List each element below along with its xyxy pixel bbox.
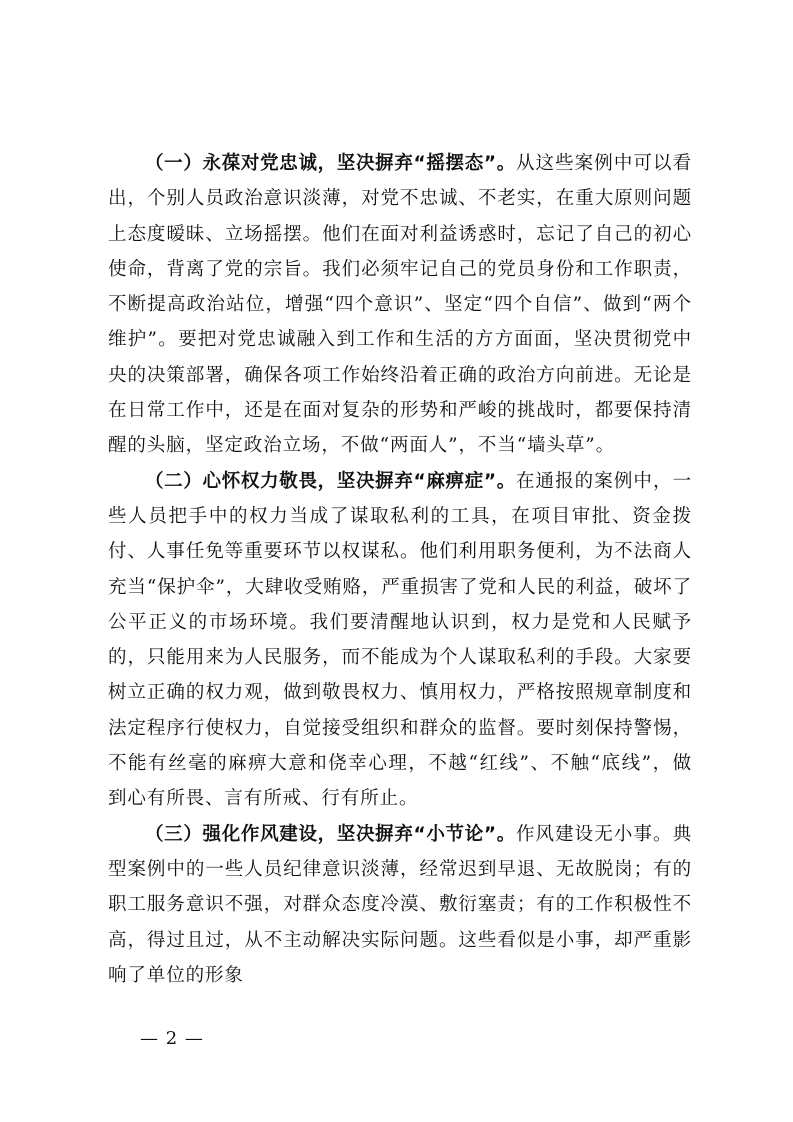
paragraph-conduct: [108, 817, 692, 993]
body-text: [108, 146, 692, 993]
heading-power: （二）心怀权力敬畏，坚决摒弃“麻痹症”。: [145, 470, 516, 492]
heading-loyalty: （一）永葆对党忠诚，坚决摒弃“摇摆态”。: [145, 153, 516, 174]
paragraph-conduct-text: 作风建设无小事。典型案例中的一些人员纪律意识淡薄，经常迟到早退、无故脱岗；有的职工服务意识不强，对群众态度冷漠、敷衍塞责；有的工作积极性不高，得过且过，从不主动解决实际问题。这些看似是小事，却严重影响了单位的形象: [108, 823, 692, 986]
paragraph-loyalty: [108, 146, 692, 464]
heading-conduct: （三）强化作风建设，坚决摒弃“小节论”。: [145, 823, 516, 845]
paragraph-loyalty-text: 从这些案例中可以看出，个别人员政治意识淡薄，对党不忠诚、不老实，在重大原则问题上态度暧昧、立场摇摆。他们在面对利益诱惑时，忘记了自己的初心使命，背离了党的宗旨。我们必须牢记自己的党员身份和工作职责，不断提高政治站位，增强“四个意识”、坚定“四个自信”、做到“两个维护”。要把对党忠诚融入到工作和生活的方方面面，坚决贯彻党中央的决策部署，确保各项工作始终沿着正确的政治方向前进。无论是在日常工作中，还是在面对复杂的形势和严峻的挑战时，都要保持清醒的头脑，坚定政治立场，不做“两面人”，不当“墙头草”。: [108, 153, 692, 457]
paragraph-power: [108, 464, 692, 817]
paragraph-power-text: 在通报的案例中，一些人员把手中的权力当成了谋取私利的工具，在项目审批、资金拨付、人事任免等重要环节以权谋私。他们利用职务便利，为不法商人充当“保护伞”，大肆收受贿赂，严重损害了党和人民的利益，破坏了公平正义的市场环境。我们要清醒地认识到，权力是党和人民赋予的，只能用来为人民服务，而不能成为个人谋取私利的手段。大家要树立正确的权力观，做到敬畏权力、慎用权力，严格按照规章制度和法定程序行使权力，自觉接受组织和群众的监督。要时刻保持警惕，不能有丝毫的麻痹大意和侥幸心理，不越“红线”、不触“底线”，做到心有所畏、言有所戒、行有所止。: [108, 470, 692, 810]
page-number: — 2 —: [140, 1028, 204, 1049]
